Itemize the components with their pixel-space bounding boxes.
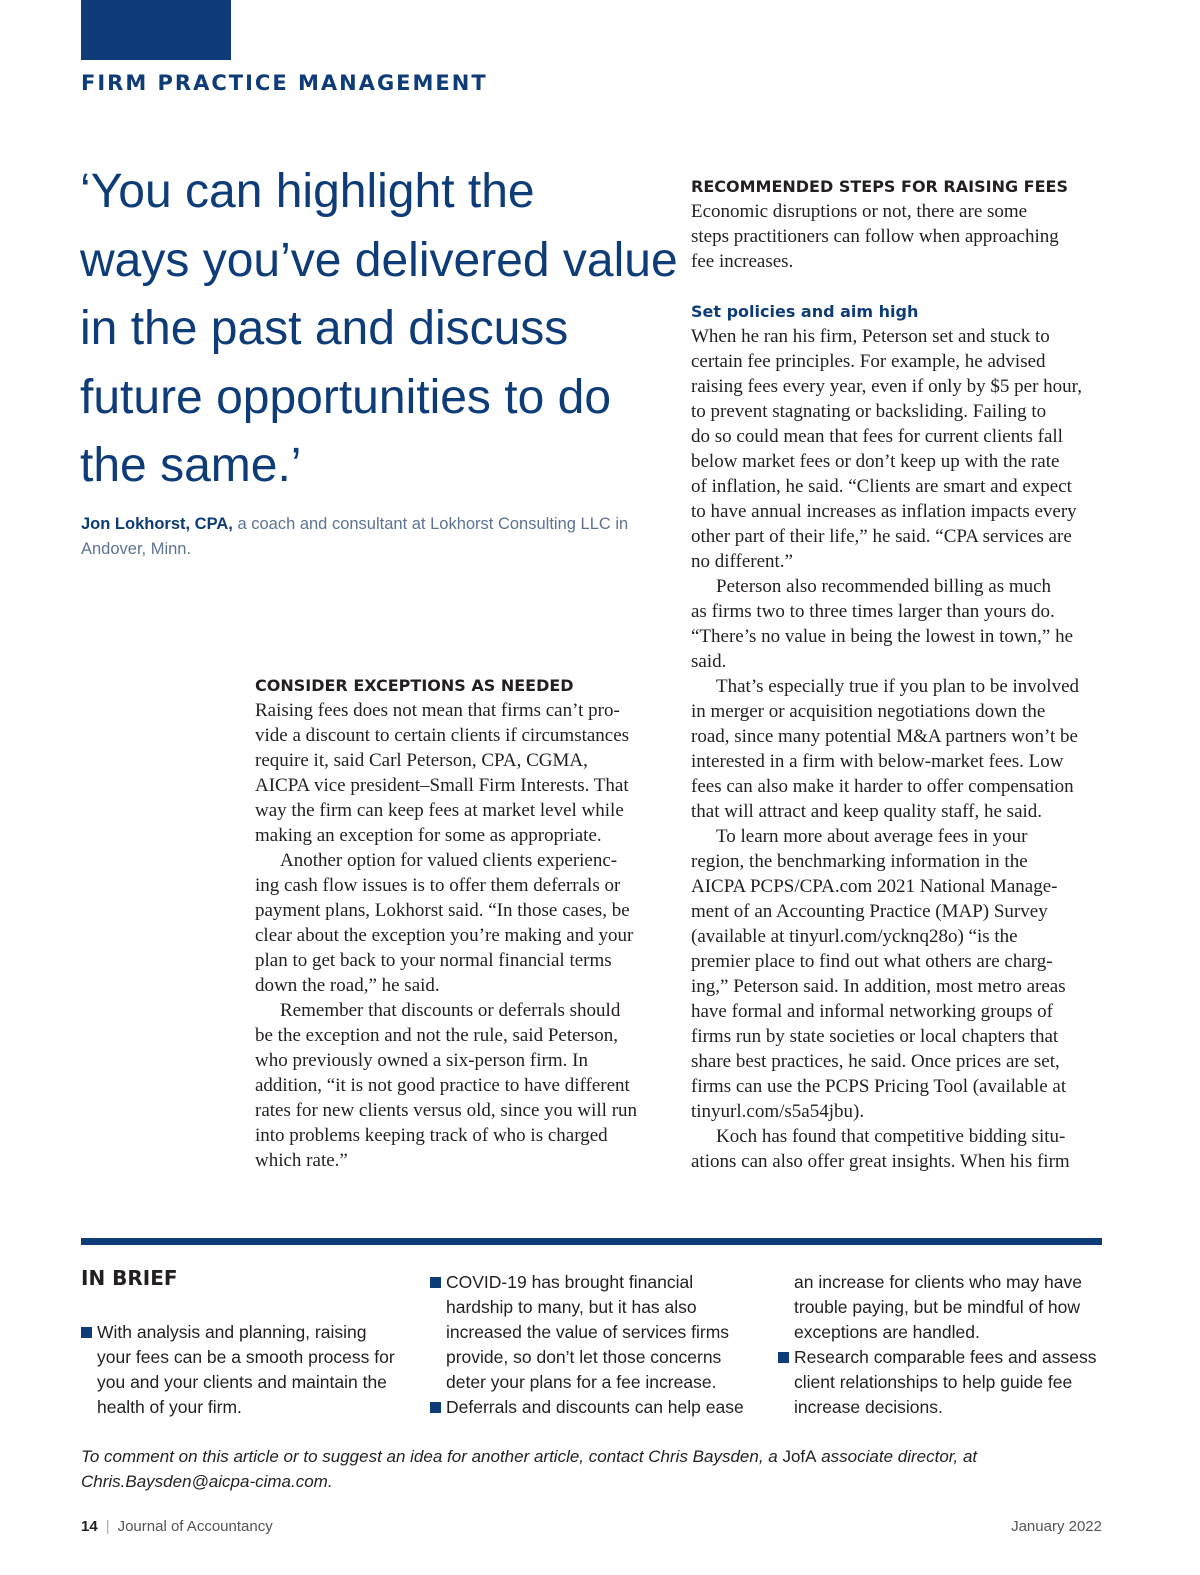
paragraph-gap	[691, 274, 1106, 299]
body-line: plan to get back to your normal financial terms	[255, 950, 612, 971]
in-brief-rule	[81, 1238, 1102, 1245]
body-line: which rate.”	[255, 1150, 348, 1171]
body-line: have formal and informal networking groups of	[691, 1001, 1053, 1022]
body-line: do so could mean that fees for current clients fall	[691, 426, 1063, 447]
body-line: raising fees every year, even if only by $5 per hour,	[691, 376, 1083, 397]
body-line: to have annual increases as inflation impacts every	[691, 501, 1077, 522]
body-line: as firms two to three times larger than yours do.	[691, 601, 1055, 622]
in-brief-bullet-line: COVID-19 has brought financial	[430, 1270, 760, 1295]
body-line: ing cash flow issues is to offer them deferrals or	[255, 875, 621, 896]
body-line: rates for new clients versus old, since you will run	[255, 1100, 638, 1121]
body-line: fees can also make it harder to offer compensation	[691, 776, 1074, 797]
in-brief-line: exceptions are handled.	[794, 1322, 980, 1342]
in-brief-bullet-line: Deferrals and discounts can help ease	[430, 1395, 760, 1420]
body-line: in merger or acquisition negotiations down the	[691, 701, 1046, 722]
body-line: certain fee principles. For example, he advised	[691, 351, 1046, 372]
body-line: premier place to find out what others are charg-	[691, 951, 1053, 972]
in-brief-column	[430, 1270, 760, 1420]
body-line: that will attract and keep quality staff, he said.	[691, 801, 1043, 822]
body-line: ment of an Accounting Practice (MAP) Survey	[691, 901, 1048, 922]
body-line: no different.”	[691, 551, 793, 572]
in-brief-bullet-line: Research comparable fees and assess	[778, 1345, 1108, 1370]
right-column-heading: RECOMMENDED STEPS FOR RAISING FEES	[691, 177, 1068, 196]
right-column-subheading: Set policies and aim high	[691, 302, 919, 321]
body-line: Another option for valued clients experienc-	[280, 850, 618, 871]
body-line: said.	[691, 651, 727, 672]
body-line: way the firm can keep fees at market level while	[255, 800, 624, 821]
body-line: Peterson also recommended billing as much	[716, 576, 1052, 597]
right-column	[691, 174, 1106, 1174]
body-line: ing,” Peterson said. In addition, most metro areas	[691, 976, 1066, 997]
in-brief-line: an increase for clients who may have	[794, 1272, 1082, 1292]
pull-quote-line: ‘You can highlight the	[80, 165, 535, 218]
issue-date: January 2022	[1011, 1518, 1102, 1535]
body-line: ations can also offer great insights. When his firm	[691, 1151, 1070, 1172]
comment-line	[81, 1444, 1081, 1469]
comment-text: To comment on this article or to suggest an idea for another article, contact Chris Baysden, a	[81, 1447, 783, 1466]
attribution-role: a coach and consultant at Lokhorst Consulting LLC in	[232, 515, 629, 533]
section-label: FIRM PRACTICE MANAGEMENT	[81, 71, 488, 95]
in-brief-bullet-line: With analysis and planning, raising	[81, 1320, 411, 1345]
in-brief-line: health of your firm.	[97, 1397, 242, 1417]
body-line: Economic disruptions or not, there are some	[691, 201, 1028, 222]
in-brief-line: you and your clients and maintain the	[97, 1372, 387, 1392]
middle-column-heading: CONSIDER EXCEPTIONS AS NEEDED	[255, 676, 574, 695]
pull-quote-line: ways you’ve delivered value	[80, 233, 678, 287]
footer-separator: |	[105, 1518, 110, 1535]
in-brief-line: your fees can be a smooth process for	[97, 1347, 395, 1367]
body-line: be the exception and not the rule, said Peterson,	[255, 1025, 619, 1046]
body-line: down the road,” he said.	[255, 975, 440, 996]
publication-name: Journal of Accountancy	[117, 1518, 273, 1535]
in-brief-column	[778, 1270, 1108, 1420]
in-brief-title: IN BRIEF	[81, 1266, 178, 1290]
comment-note	[81, 1444, 1081, 1494]
pull-quote-line: in the past and discuss	[80, 302, 569, 355]
in-brief-line: deter your plans for a fee increase.	[446, 1372, 717, 1392]
body-line: region, the benchmarking information in the	[691, 851, 1028, 872]
body-line: Raising fees does not mean that firms can’t pro-	[255, 700, 620, 721]
in-brief-line: hardship to many, but it has also	[446, 1297, 697, 1317]
body-line: other part of their life,” he said. “CPA services are	[691, 526, 1072, 547]
body-line: Koch has found that competitive bidding situ-	[716, 1126, 1066, 1147]
body-line: AICPA PCPS/CPA.com 2021 National Manage-	[691, 876, 1058, 897]
body-line: into problems keeping track of who is charged	[255, 1125, 608, 1146]
header-color-block	[81, 0, 231, 60]
body-line: below market fees or don’t keep up with the rate	[691, 451, 1060, 472]
body-line: steps practitioners can follow when approaching	[691, 226, 1059, 247]
body-line: vide a discount to certain clients if circumstances	[255, 725, 630, 746]
body-line: who previously owned a six-person firm. In	[255, 1050, 588, 1071]
body-line: of inflation, he said. “Clients are smart and expect	[691, 476, 1072, 497]
body-line: To learn more about average fees in your	[716, 826, 1028, 847]
in-brief-line: provide, so don’t let those concerns	[446, 1347, 722, 1367]
body-line: addition, “it is not good practice to have different	[255, 1075, 630, 1096]
quote-attribution	[81, 512, 656, 562]
body-line: require it, said Carl Peterson, CPA, CGMA,	[255, 750, 588, 771]
body-line: AICPA vice president–Small Firm Interests. That	[255, 775, 629, 796]
body-line: tinyurl.com/s5a54jbu).	[691, 1101, 865, 1122]
body-line: to prevent stagnating or backsliding. Failing to	[691, 401, 1047, 422]
middle-column	[255, 673, 665, 1173]
body-line: (available at tinyurl.com/ycknq28o) “is the	[691, 926, 1018, 947]
in-brief-line: client relationships to help guide fee	[794, 1372, 1073, 1392]
body-line: clear about the exception you’re making and your	[255, 925, 634, 946]
body-line: “There’s no value in being the lowest in town,” he	[691, 626, 1074, 647]
body-line: road, since many potential M&A partners won’t be	[691, 726, 1078, 747]
body-line: interested in a firm with below-market fees. Low	[691, 751, 1064, 772]
body-line: payment plans, Lokhorst said. “In those cases, be	[255, 900, 630, 921]
body-line: firms can use the PCPS Pricing Tool (available at	[691, 1076, 1067, 1097]
attribution-location: Andover, Minn.	[81, 540, 192, 558]
body-line: firms run by state societies or local chapters that	[691, 1026, 1059, 1047]
comment-email[interactable]: Chris.Baysden@aicpa-cima.com.	[81, 1472, 333, 1491]
body-line: That’s especially true if you plan to be involved	[716, 676, 1080, 697]
page-number: 14	[81, 1518, 98, 1535]
attribution-name: Jon Lokhorst, CPA,	[81, 515, 233, 533]
in-brief-column	[81, 1320, 411, 1420]
pull-quote	[80, 158, 678, 501]
body-line: When he ran his firm, Peterson set and stuck to	[691, 326, 1050, 347]
body-line: fee increases.	[691, 251, 794, 272]
body-line: share best practices, he said. Once prices are set,	[691, 1051, 1060, 1072]
in-brief-line: increase decisions.	[794, 1397, 943, 1417]
pull-quote-line: future opportunities to do	[80, 370, 612, 424]
body-line: making an exception for some as appropriate.	[255, 825, 602, 846]
comment-publication: JofA	[782, 1447, 817, 1466]
pull-quote-line: the same.’	[80, 439, 302, 492]
in-brief-line: trouble paying, but be mindful of how	[794, 1297, 1081, 1317]
in-brief-line: increased the value of services firms	[446, 1322, 730, 1342]
comment-text: associate director, at	[816, 1447, 978, 1466]
body-line: Remember that discounts or deferrals should	[280, 1000, 621, 1021]
footer-left	[81, 1518, 273, 1535]
